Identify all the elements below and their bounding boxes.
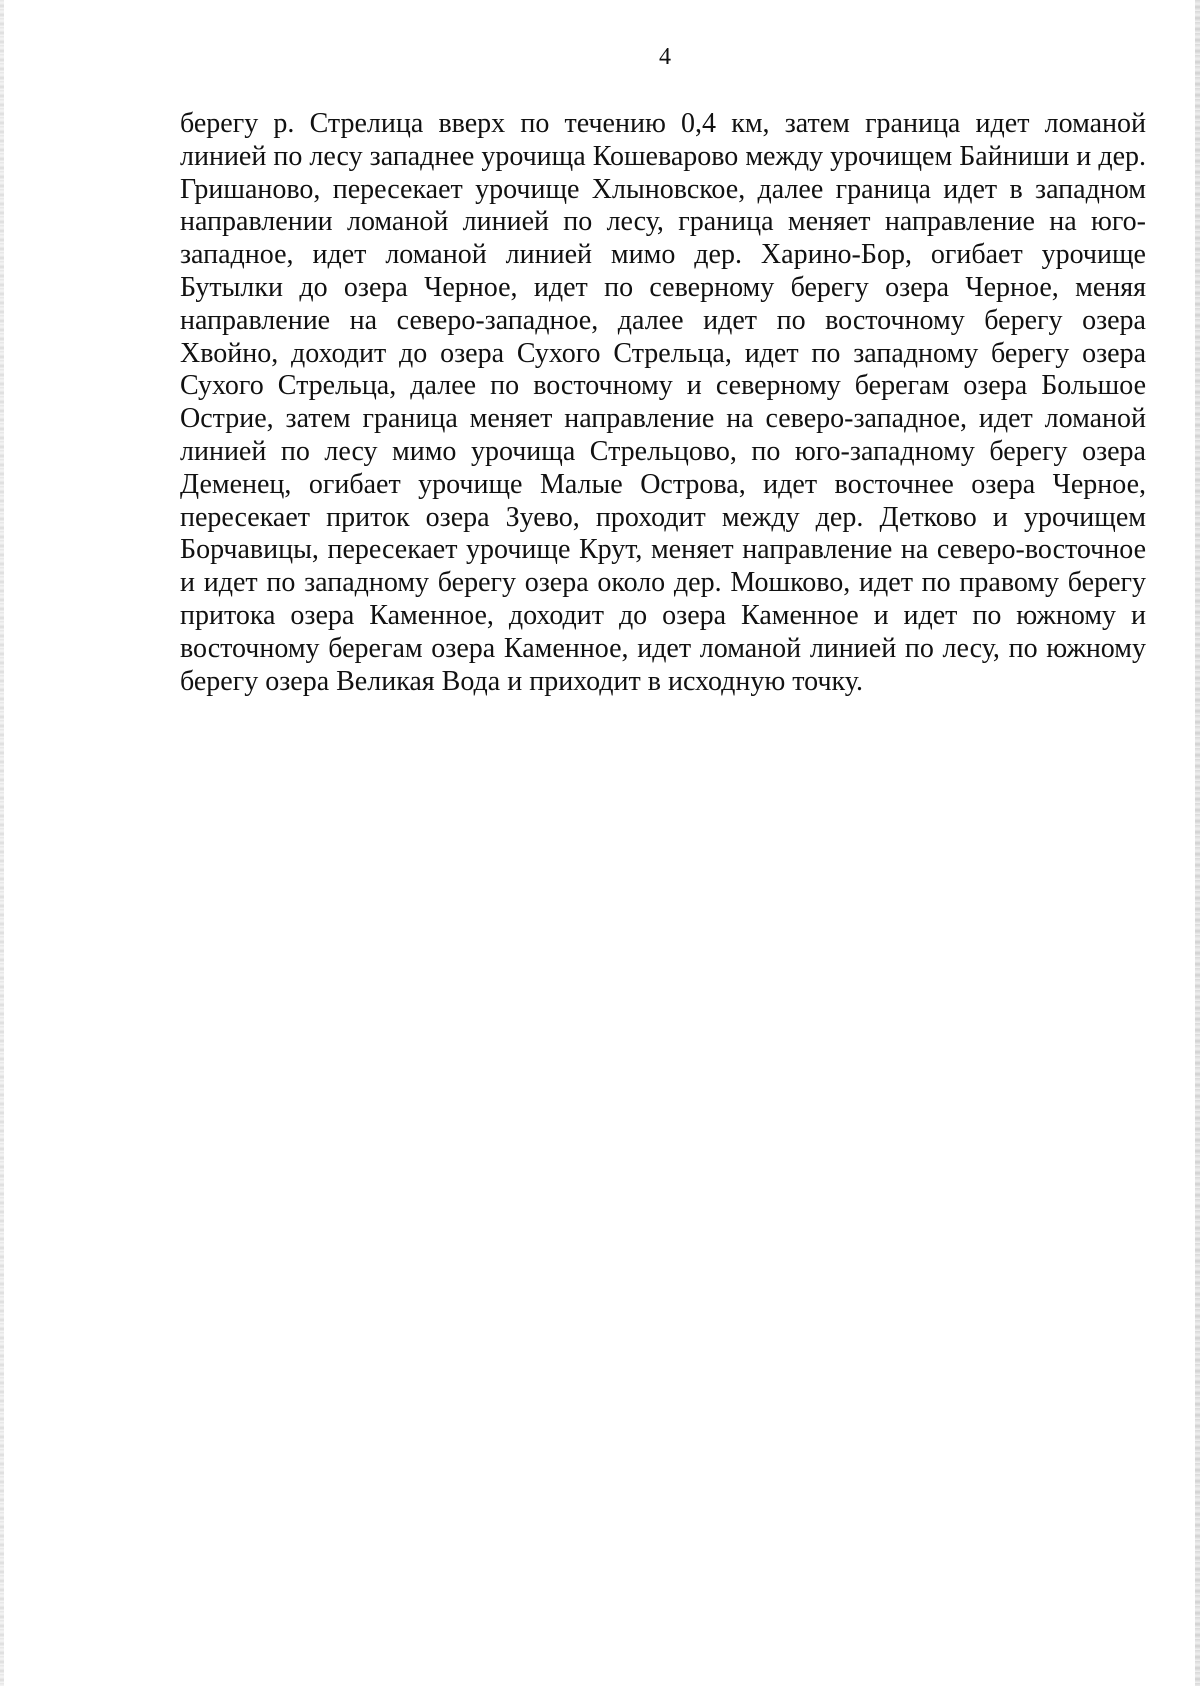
- scan-edge-right: [1195, 0, 1200, 1686]
- body-paragraph: берегу р. Стрелица вверх по течению 0,4 км, затем граница идет ломаной линией по лесу западнее урочища Кошеварово между урочищем Байниши и дер. Гришаново, пересекает урочище Хлыновское, далее граница идет в западном направлении ломаной линией по лесу, граница меняет направление на юго-западное, идет ломаной линией мимо дер. Харино-Бор, огибает урочище Бутылки до озера Черное, идет по северному берегу озера Черное, меняя направление на северо-западное, далее идет по восточному берегу озера Хвойно, доходит до озера Сухого Стрельца, идет по западному берегу озера Сухого Стрельца, далее по восточному и северному берегам озера Большое Острие, затем граница меняет направление на северо-западное, идет ломаной линией по лесу мимо урочища Стрельцово, по юго-западному берегу озера Деменец, огибает урочище Малые Острова, идет восточнее озера Черное, пересекает приток озера Зуево, проходит между дер. Детково и урочищем Борчавицы, пересекает урочище Крут, меняет направление на северо-восточное и идет по западному берегу озера около дер. Мошково, идет по правому берегу притока озера Каменное, доходит до озера Каменное и идет по южному и восточному берегам озера Каменное, идет ломаной линией по лесу, по южному берегу озера Великая Вода и приходит в исходную точку.: [180, 108, 1146, 697]
- scan-edge-left: [0, 0, 4, 1686]
- page-number: 4: [659, 44, 671, 70]
